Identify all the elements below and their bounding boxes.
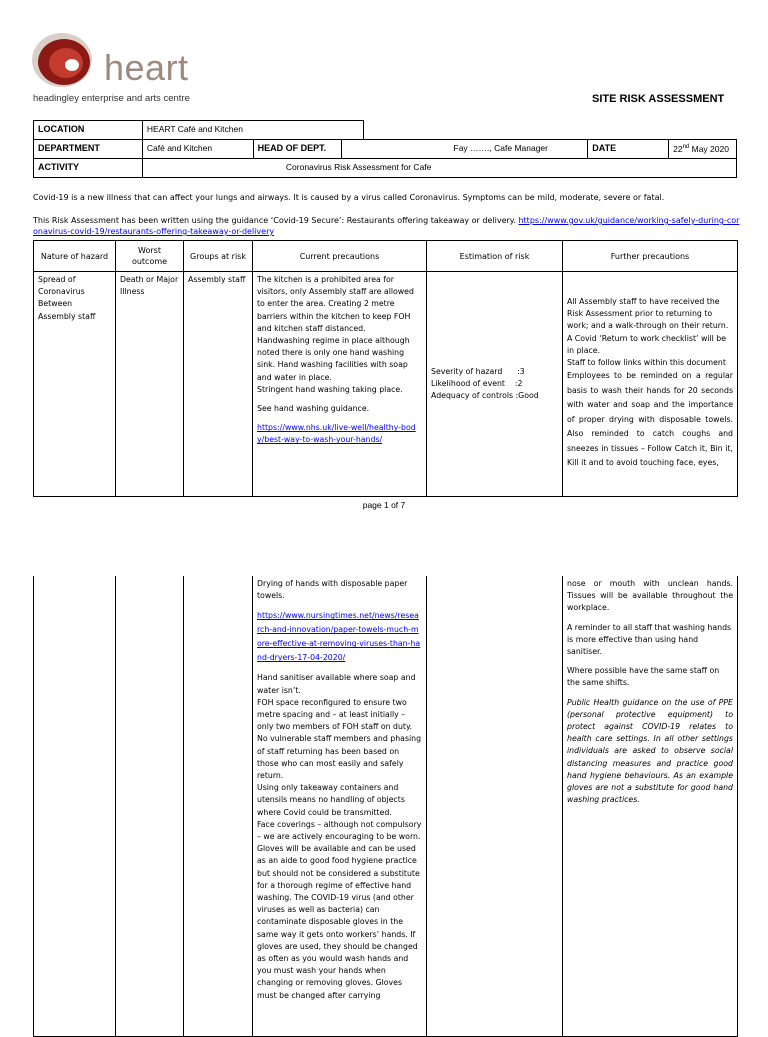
hazard-cell: Spread of Coronavirus Between Assembly staff xyxy=(34,272,116,497)
further-precautions-text-4: A reminder to all staff that washing hands is more effective than using hand sanitiser. xyxy=(567,622,732,657)
header-groups-at-risk: Groups at risk xyxy=(184,241,253,272)
nhs-hand-washing-link[interactable]: https://www.nhs.uk/live-well/healthy-body/best-way-to-wash-your-hands/ xyxy=(257,423,416,445)
estimation-cell xyxy=(427,272,563,497)
current-precautions-cell xyxy=(253,272,427,497)
intro-paragraph-2: This Risk Assessment has been written using the guidance ‘Covid-19 Secure’: Restaurants offering takeaway or delivery. https://www.gov.uk/guidance/working-safely-during-coronavirus-covid-19/restaurants-offering-takeaway-or-delivery xyxy=(33,216,740,236)
department-label: DEPARTMENT xyxy=(34,140,143,159)
header-worst-outcome: Worst outcome xyxy=(116,241,184,272)
header-estimation-of-risk: Estimation of risk xyxy=(427,241,563,272)
adequacy-text: Adequacy of controls :Good xyxy=(431,391,539,401)
page-number: page 1 of 7 xyxy=(362,500,406,510)
hand-washing-guidance-text: See hand washing guidance. xyxy=(257,404,370,414)
activity-value: Coronavirus Risk Assessment for Cafe xyxy=(142,159,736,178)
header-current-precautions: Current precautions xyxy=(253,241,427,272)
outcome-cell-continued xyxy=(116,576,184,1036)
outcome-cell: Death or Major Illness xyxy=(116,272,184,497)
header-nature-of-hazard: Nature of hazard xyxy=(34,241,116,272)
current-precautions-text-continued: Hand sanitiser available where soap and water isn’t. FOH space reconfigured to ensure two metre spacing and – at least initially – only two members of FOH staff on duty. No vulnerable staff members and phasing of staff returning has been based on those who can most easily and safely return. Using only takeaway containers and utensils means no handling of objects where Covid could be transmitted. Face coverings – although not compulsory – we are actively encouraging to be worn. Gloves will be available and can be used as an aide to good food hygiene practice but should not be considered a substitute for a thorough regime of effective hand washing. The COVID-19 virus (and other viruses as well as bacteria) can contaminate disposable gloves in the same way it gets onto workers’ hands. If gloves are used, they should be changed as often as you would wash hands and you must wash your hands when changing or removing gloves. Gloves must be changed after carrying xyxy=(257,673,422,1000)
head-of-dept-value: Fay ……., Cafe Manager xyxy=(341,140,588,159)
severity-text: Severity of hazard :3 xyxy=(431,366,525,376)
estimation-cell-continued xyxy=(427,576,563,1036)
logo-wordmark: heart xyxy=(104,47,189,88)
date-label: DATE xyxy=(588,140,669,159)
further-precautions-text-2: Employees to be reminded on a regular basis to wash their hands for 20 seconds with water and soap and the importance of proper drying with disposable towels. Also reminded to catch coughs and sneezes in tissues – Follow Catch it, Bin it, Kill it and to avoid touching face, eyes, xyxy=(567,371,733,468)
further-precautions-cell xyxy=(563,272,738,497)
location-label: LOCATION xyxy=(34,121,143,140)
department-value: Café and Kitchen xyxy=(142,140,253,159)
info-table xyxy=(33,120,737,178)
groups-cell-continued xyxy=(184,576,253,1036)
risk-table-continued xyxy=(33,576,738,1037)
likelihood-text: Likelihood of event :2 xyxy=(431,378,523,388)
current-precautions-cell-continued xyxy=(253,576,427,1036)
intro-paragraph-1: Covid-19 is a new illness that can affect your lungs and airways. It is caused by a virus called Coronavirus. Symptoms can be mild, moderate, severe or fatal. xyxy=(33,193,665,202)
activity-label: ACTIVITY xyxy=(34,159,143,178)
date-value: 22nd May 2020 xyxy=(669,140,737,159)
head-of-dept-label: HEAD OF DEPT. xyxy=(253,140,341,159)
groups-cell: Assembly staff xyxy=(184,272,253,497)
current-precautions-text: The kitchen is a prohibited area for visitors, only Assembly staff are allowed to enter the area. Creating 2 metre barriers within the kitchen to keep FOH and kitchen staff distanced. Handwashing regime in place although noted there is only one hand washing sink. Hand washing facilities with soap and water in place. Stringent hand washing taking place. xyxy=(257,275,414,394)
guidance-link[interactable]: https://www.gov.uk/guidance/working-safely-during-coronavirus-covid-19/restaurants-offering-takeaway-or-delivery xyxy=(33,216,740,236)
further-precautions-text-1: All Assembly staff to have received the Risk Assessment prior to returning to work; and a walk-through on their return. A Covid ‘Return to work checklist’ will be in place. Staff to follow links within this document xyxy=(567,297,729,368)
location-value: HEART Café and Kitchen xyxy=(142,121,364,140)
further-precautions-cell-continued xyxy=(563,576,738,1036)
drying-hands-text: Drying of hands with disposable paper towels. xyxy=(257,579,408,601)
nursing-times-link[interactable]: https://www.nursingtimes.net/news/research-and-innovation/paper-towels-much-more-effective-at-removing-viruses-than-hand-dryers-17-04-2020/ xyxy=(257,611,421,663)
document-title: SITE RISK ASSESSMENT xyxy=(592,93,725,105)
further-precautions-text-3: nose or mouth with unclean hands. Tissues will be available throughout the workplace. xyxy=(567,579,733,613)
ppe-guidance-text: Public Health guidance on the use of PPE (personal protective equipment) to protect against COVID-19 relates to health care settings. In all other settings individuals are asked to observe social distancing measures and practice good hand hygiene behaviours. As an example gloves are not a substitute for good hand washing practices. xyxy=(567,697,733,805)
logo-tagline: headingley enterprise and arts centre xyxy=(33,93,190,104)
hazard-cell-continued xyxy=(34,576,116,1036)
further-precautions-text-5: Where possible have the same staff on the same shifts. xyxy=(567,666,720,688)
header-further-precautions: Further precautions xyxy=(563,241,738,272)
heart-logo-icon xyxy=(30,30,100,92)
risk-table xyxy=(33,240,738,497)
